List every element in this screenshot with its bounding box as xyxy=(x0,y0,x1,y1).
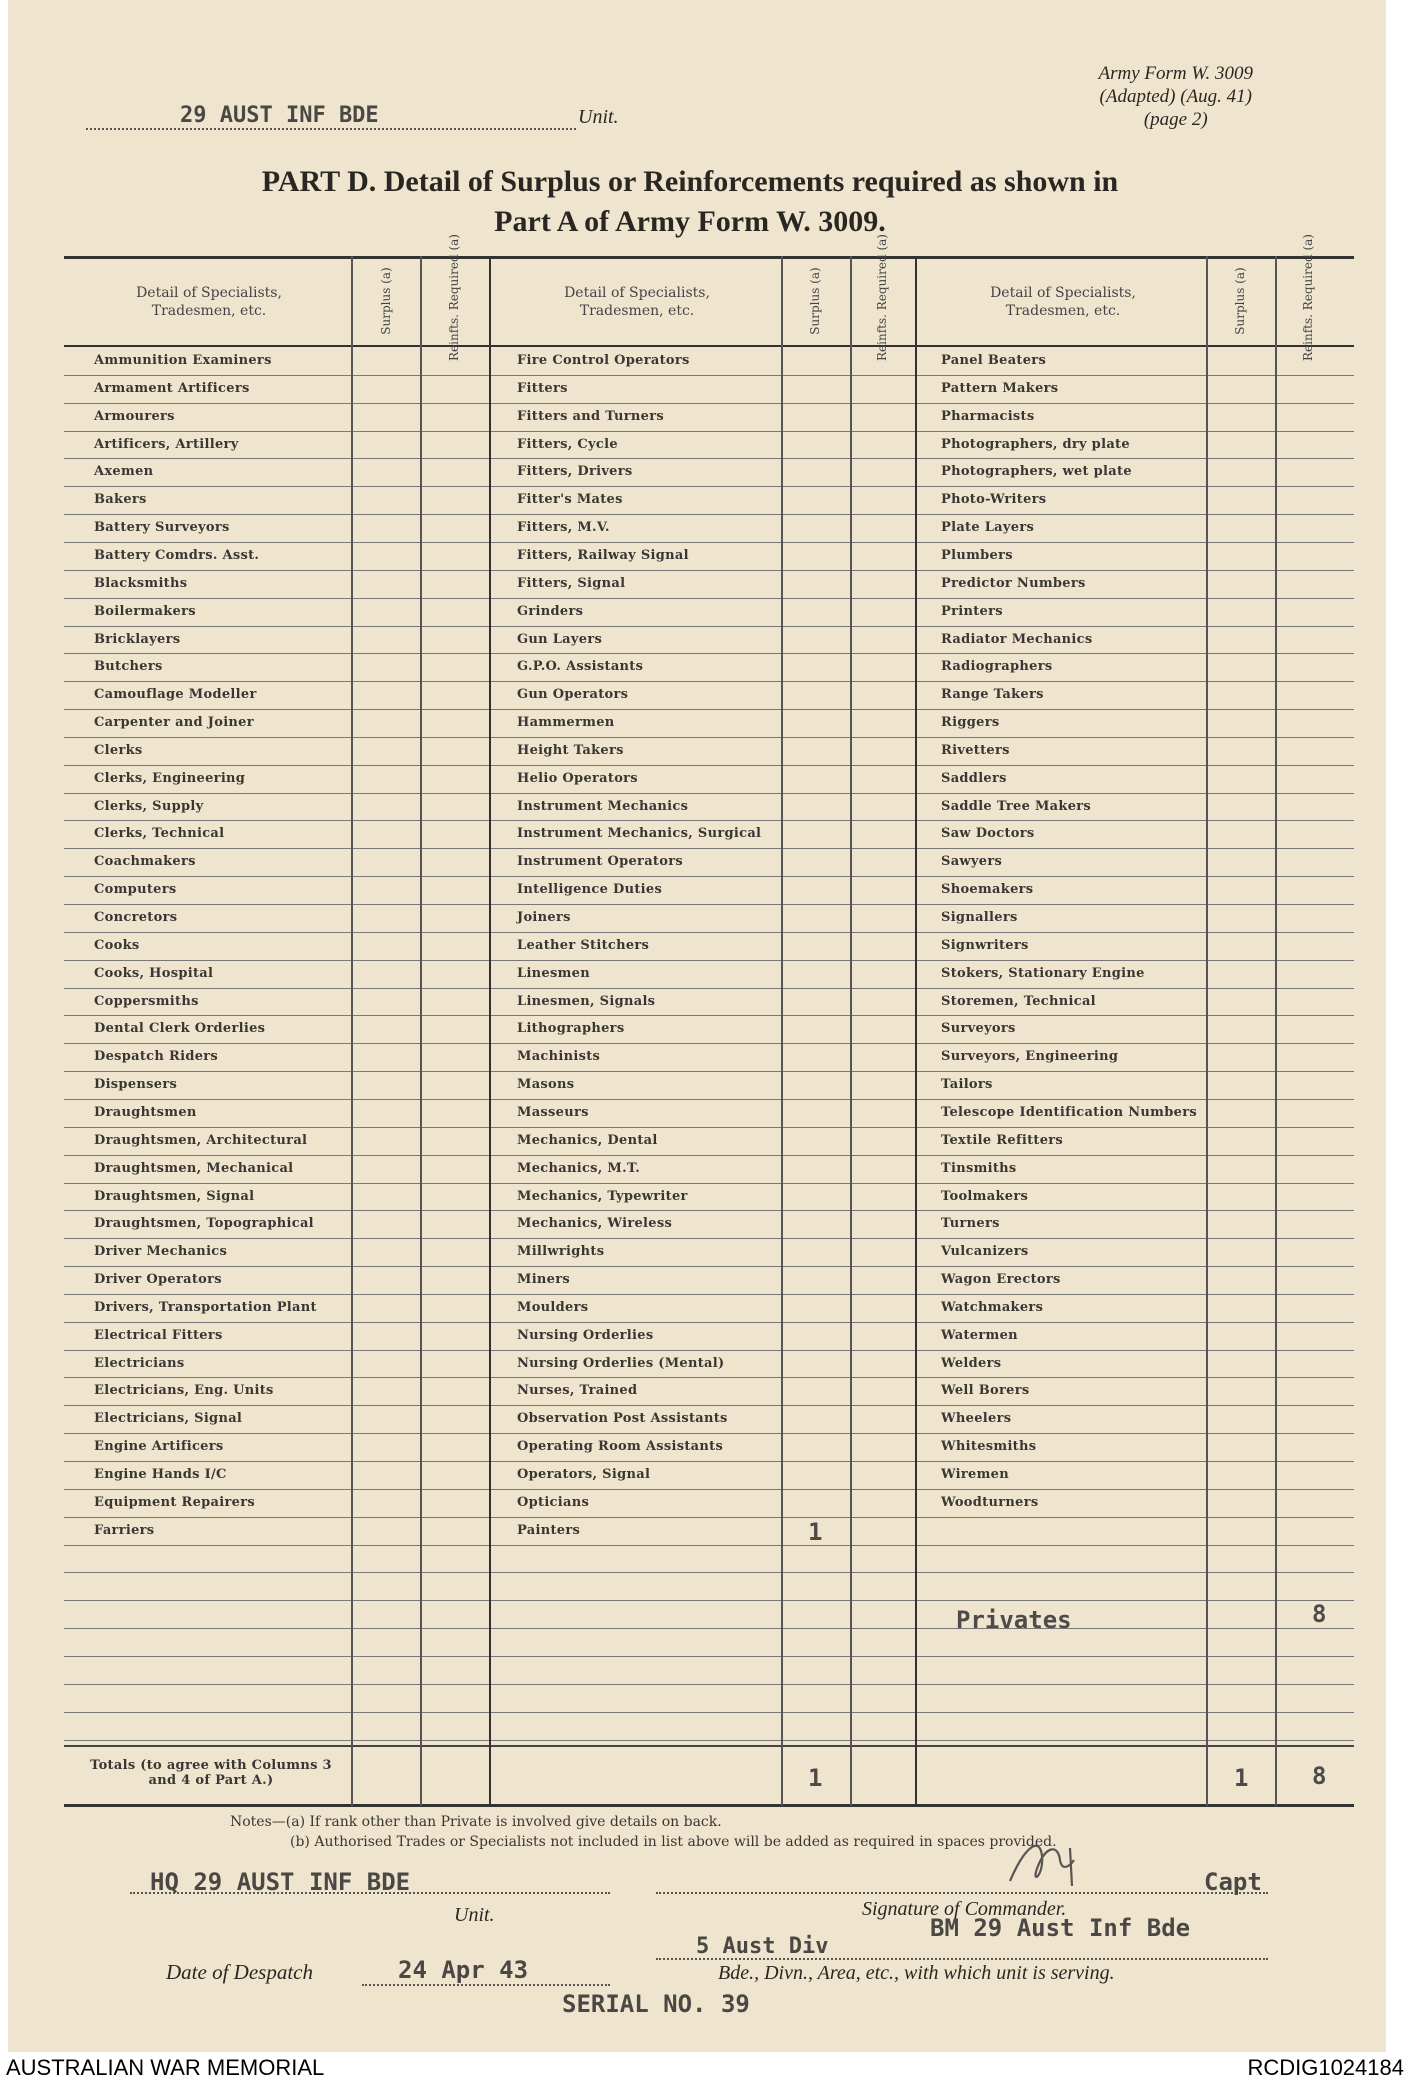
trade-col3-item: Tailors xyxy=(941,1077,993,1092)
row-rule xyxy=(64,598,1354,599)
row-rule xyxy=(64,514,1354,515)
trade-col3-item: Woodturners xyxy=(941,1495,1039,1510)
col2-header: Detail of Specialists, Tradesmen, etc. xyxy=(564,285,710,319)
trade-col1-item: Axemen xyxy=(94,464,154,479)
row-rule xyxy=(64,1517,1354,1518)
trade-col1-item: Draughtsmen, Signal xyxy=(94,1189,255,1204)
row-rule xyxy=(64,737,1354,738)
date-label: Date of Despatch xyxy=(166,1960,313,1984)
trade-col3-item: Wheelers xyxy=(941,1411,1012,1426)
trade-col3-item: Pharmacists xyxy=(941,409,1035,424)
header-bottom-rule xyxy=(64,345,1354,347)
trade-col3-item: Photographers, dry plate xyxy=(941,437,1130,452)
trade-col2-item: Painters xyxy=(517,1523,581,1538)
trade-col1-item: Clerks, Engineering xyxy=(94,771,246,786)
trade-col1-item: Boilermakers xyxy=(94,604,196,619)
signature-line xyxy=(656,1866,1268,1894)
specialists-table xyxy=(64,234,1354,1806)
part-title-line2: Part A of Army Form W. 3009. xyxy=(494,205,886,238)
part-title-line1: PART D. Detail of Surplus or Reinforcements required as shown in xyxy=(261,165,1119,198)
row-rule xyxy=(64,793,1354,794)
trade-col3-item: Photo-Writers xyxy=(941,492,1047,507)
row-rule xyxy=(64,1210,1354,1211)
col3-reinf-header: Reinfts. Required (a) xyxy=(1301,234,1315,361)
trade-col1-item: Despatch Riders xyxy=(94,1049,219,1064)
totals-col2-surplus: 1 xyxy=(808,1764,823,1792)
trade-col1-item: Dental Clerk Orderlies xyxy=(94,1021,266,1036)
row-rule xyxy=(64,1545,1354,1546)
col3-surplus-header: Surplus (a) xyxy=(1233,267,1247,335)
trade-col1-item: Electricians xyxy=(94,1356,185,1371)
row-rule xyxy=(64,458,1354,459)
trade-col2-item: Linesmen xyxy=(517,966,590,981)
trade-col1-item: Battery Comdrs. Asst. xyxy=(94,548,260,563)
trade-col2-item: Fitters, Railway Signal xyxy=(517,548,689,563)
trade-col3-item: Tinsmiths xyxy=(941,1161,1017,1176)
trade-col1-item: Coppersmiths xyxy=(94,994,199,1009)
trade-col1-item: Driver Mechanics xyxy=(94,1244,228,1259)
trade-col3-item: Turners xyxy=(941,1216,1000,1231)
table-bottom-rule xyxy=(64,1804,1354,1807)
row-rule xyxy=(64,1350,1354,1351)
privates-label: Privates xyxy=(956,1606,1072,1634)
trade-col2-item: Operators, Signal xyxy=(517,1467,651,1482)
trade-col3-item: Wagon Erectors xyxy=(941,1272,1061,1287)
trade-col3-item: Well Borers xyxy=(941,1383,1030,1398)
trade-col2-item: Fitters xyxy=(517,381,568,396)
trade-col2-item: Linesmen, Signals xyxy=(517,994,656,1009)
row-rule xyxy=(64,1461,1354,1462)
trade-col1-item: Draughtsmen xyxy=(94,1105,197,1120)
trade-col3-item: Telescope Identification Numbers xyxy=(941,1105,1197,1120)
trade-col3-item: Watchmakers xyxy=(941,1300,1044,1315)
commander-signature xyxy=(1000,1826,1096,1896)
trade-col3-item: Riggers xyxy=(941,715,1000,730)
row-rule xyxy=(64,960,1354,961)
bm-typed: BM 29 Aust Inf Bde xyxy=(930,1914,1191,1942)
row-rule xyxy=(64,1712,1354,1713)
totals-col3-reinf: 8 xyxy=(1312,1762,1327,1790)
row-rule xyxy=(64,932,1354,933)
col-divider xyxy=(781,256,783,1806)
row-rule xyxy=(64,1183,1354,1184)
row-rule xyxy=(64,1628,1354,1629)
row-rule xyxy=(64,1405,1354,1406)
col-divider xyxy=(915,256,917,1806)
trade-col1-item: Dispensers xyxy=(94,1077,178,1092)
trade-col3-item: Photographers, wet plate xyxy=(941,464,1132,479)
row-rule xyxy=(64,542,1354,543)
trade-col3-item: Radiator Mechanics xyxy=(941,632,1093,647)
trade-col1-item: Engine Artificers xyxy=(94,1439,224,1454)
trade-col1-item: Concretors xyxy=(94,910,178,925)
row-rule xyxy=(64,1071,1354,1072)
trade-col1-item: Computers xyxy=(94,882,177,897)
row-rule xyxy=(64,1572,1354,1573)
trade-col1-item: Coachmakers xyxy=(94,854,196,869)
trade-col1-item: Engine Hands I/C xyxy=(94,1467,227,1482)
trade-col3-item: Pattern Makers xyxy=(941,381,1059,396)
col1-reinf-header: Reinfts. Required (a) xyxy=(447,234,461,361)
col-divider xyxy=(489,256,491,1806)
trade-col3-item: Watermen xyxy=(941,1328,1018,1343)
trade-col3-item: Signwriters xyxy=(941,938,1029,953)
col2-surplus-header: Surplus (a) xyxy=(808,267,822,335)
trade-col1-item: Draughtsmen, Architectural xyxy=(94,1133,308,1148)
trade-col2-item: Joiners xyxy=(517,910,571,925)
trade-col2-item: Leather Stitchers xyxy=(517,938,650,953)
trade-col1-item: Armament Artificers xyxy=(94,381,250,396)
trade-col3-item: Storemen, Technical xyxy=(941,994,1096,1009)
col-divider xyxy=(420,256,422,1806)
row-rule xyxy=(64,1238,1354,1239)
row-rule xyxy=(64,820,1354,821)
row-rule xyxy=(64,626,1354,627)
trade-col3-item: Toolmakers xyxy=(941,1189,1029,1204)
trade-col2-item: Height Takers xyxy=(517,743,624,758)
row-rule xyxy=(64,653,1354,654)
trade-col2-item: Instrument Mechanics, Surgical xyxy=(517,826,762,841)
trade-col1-item: Drivers, Transportation Plant xyxy=(94,1300,317,1315)
col1-surplus-header: Surplus (a) xyxy=(379,267,393,335)
trade-col1-item: Artificers, Artillery xyxy=(94,437,239,452)
trade-col1-item: Draughtsmen, Mechanical xyxy=(94,1161,294,1176)
row-rule xyxy=(64,431,1354,432)
trade-col2-item: Masseurs xyxy=(517,1105,589,1120)
trade-col3-item: Plate Layers xyxy=(941,520,1035,535)
row-rule xyxy=(64,1433,1354,1434)
trade-col1-item: Cooks xyxy=(94,938,140,953)
trade-col3-item: Stokers, Stationary Engine xyxy=(941,966,1145,981)
trade-col1-item: Equipment Repairers xyxy=(94,1495,256,1510)
trade-col3-item: Radiographers xyxy=(941,659,1053,674)
trade-col2-item: Gun Operators xyxy=(517,687,629,702)
note-a: Notes—(a) If rank other than Private is involved give details on back. xyxy=(230,1814,722,1830)
trade-col1-item: Bricklayers xyxy=(94,632,181,647)
col-divider xyxy=(351,256,353,1806)
trade-col2-item: Fitters, M.V. xyxy=(517,520,610,535)
row-rule xyxy=(64,375,1354,376)
trade-col3-item: Signallers xyxy=(941,910,1018,925)
trade-col3-item: Textile Refitters xyxy=(941,1133,1064,1148)
row-rule xyxy=(64,1600,1354,1601)
trade-col1-item: Carpenter and Joiner xyxy=(94,715,254,730)
trade-col3-item: Surveyors, Engineering xyxy=(941,1049,1119,1064)
division-label: Bde., Divn., Area, etc., with which unit is serving. xyxy=(718,1962,1115,1984)
row-rule xyxy=(64,1377,1354,1378)
trade-col1-item: Ammunition Examiners xyxy=(94,353,272,368)
trade-col1-item: Draughtsmen, Topographical xyxy=(94,1216,314,1231)
trade-col2-item: Machinists xyxy=(517,1049,601,1064)
col-divider xyxy=(1275,256,1277,1806)
date-typed: 24 Apr 43 xyxy=(398,1956,529,1984)
trade-col2-item: Intelligence Duties xyxy=(517,882,663,897)
trade-col2-item: Grinders xyxy=(517,604,584,619)
row-rule xyxy=(64,1099,1354,1100)
trade-col3-item: Plumbers xyxy=(941,548,1013,563)
row-rule xyxy=(64,1322,1354,1323)
row-rule xyxy=(64,904,1354,905)
trade-col2-item: Nurses, Trained xyxy=(517,1383,638,1398)
row-rule xyxy=(64,1155,1354,1156)
trade-col2-item: Gun Layers xyxy=(517,632,603,647)
trade-col2-item: Hammermen xyxy=(517,715,615,730)
trade-col2-item: Millwrights xyxy=(517,1244,605,1259)
row-rule xyxy=(64,765,1354,766)
unit-header-label: Unit. xyxy=(578,106,619,128)
trade-col2-item: Masons xyxy=(517,1077,575,1092)
trade-col3-item: Whitesmiths xyxy=(941,1439,1037,1454)
note-b: (b) Authorised Trades or Specialists not included in list above will be added as required in spaces provided. xyxy=(290,1834,1057,1850)
row-rule xyxy=(64,1740,1354,1741)
row-rule xyxy=(64,1656,1354,1657)
totals-top-rule xyxy=(64,1745,1354,1747)
privates-reinf-mark: 8 xyxy=(1312,1600,1327,1628)
trade-col3-item: Saddle Tree Makers xyxy=(941,799,1092,814)
row-rule xyxy=(64,486,1354,487)
trade-col1-item: Blacksmiths xyxy=(94,576,188,591)
table-top-rule xyxy=(64,256,1354,259)
trade-col2-item: Operating Room Assistants xyxy=(517,1439,724,1454)
rank-typed: Capt xyxy=(1204,1868,1262,1896)
trade-col1-item: Clerks, Technical xyxy=(94,826,225,841)
trade-col2-item: Mechanics, Dental xyxy=(517,1133,658,1148)
trade-col2-item: Fitters, Drivers xyxy=(517,464,633,479)
trade-col2-item: Miners xyxy=(517,1272,571,1287)
trade-col1-item: Butchers xyxy=(94,659,163,674)
row-rule xyxy=(64,1684,1354,1685)
row-rule xyxy=(64,681,1354,682)
trade-col3-item: Predictor Numbers xyxy=(941,576,1086,591)
trade-col2-item: Fitters, Cycle xyxy=(517,437,618,452)
row-rule xyxy=(64,1043,1354,1044)
row-rule xyxy=(64,876,1354,877)
unit-label: Unit. xyxy=(454,1904,495,1926)
trade-col2-item: Mechanics, Wireless xyxy=(517,1216,673,1231)
painters-surplus-mark: 1 xyxy=(808,1518,823,1546)
trade-col2-item: Instrument Mechanics xyxy=(517,799,689,814)
signature-label: Signature of Commander. xyxy=(862,1898,1067,1920)
trade-col1-item: Cooks, Hospital xyxy=(94,966,214,981)
trade-col2-item: Moulders xyxy=(517,1300,589,1315)
trade-col2-item: Lithographers xyxy=(517,1021,625,1036)
form-reference xyxy=(1099,62,1253,131)
col-divider xyxy=(1206,256,1208,1806)
trade-col2-item: Mechanics, Typewriter xyxy=(517,1189,688,1204)
serial-number: SERIAL NO. 39 xyxy=(562,1990,750,2018)
trade-col1-item: Farriers xyxy=(94,1523,155,1538)
trade-col2-item: Nursing Orderlies (Mental) xyxy=(517,1356,725,1371)
trade-col1-item: Clerks xyxy=(94,743,143,758)
row-rule xyxy=(64,1127,1354,1128)
col3-header: Detail of Specialists, Tradesmen, etc. xyxy=(990,285,1136,319)
trade-col3-item: Vulcanizers xyxy=(941,1244,1029,1259)
form-ref-line2: (Adapted) (Aug. 41) xyxy=(1099,86,1252,107)
form-ref-line1: Army Form W. 3009 xyxy=(1098,63,1253,84)
trade-col1-item: Camouflage Modeller xyxy=(94,687,257,702)
trade-col1-item: Electricians, Signal xyxy=(94,1411,243,1426)
trade-col1-item: Clerks, Supply xyxy=(94,799,204,814)
col-divider xyxy=(850,256,852,1806)
trade-col2-item: Fitter's Mates xyxy=(517,492,623,507)
trade-col3-item: Panel Beaters xyxy=(941,353,1047,368)
trade-col1-item: Electrical Fitters xyxy=(94,1328,223,1343)
trade-col2-item: Fitters, Signal xyxy=(517,576,626,591)
totals-col3-surplus: 1 xyxy=(1234,1764,1249,1792)
trade-col1-item: Driver Operators xyxy=(94,1272,222,1287)
trade-col2-item: Mechanics, M.T. xyxy=(517,1161,641,1176)
trade-col2-item: Fire Control Operators xyxy=(517,353,690,368)
trade-col1-item: Armourers xyxy=(94,409,175,424)
trade-col3-item: Range Takers xyxy=(941,687,1044,702)
trade-col2-item: Observation Post Assistants xyxy=(517,1411,728,1426)
trade-col3-item: Saw Doctors xyxy=(941,826,1035,841)
row-rule xyxy=(64,1489,1354,1490)
trade-col2-item: Nursing Orderlies xyxy=(517,1328,654,1343)
row-rule xyxy=(64,403,1354,404)
row-rule xyxy=(64,988,1354,989)
trade-col3-item: Sawyers xyxy=(941,854,1003,869)
row-rule xyxy=(64,1015,1354,1016)
trade-col2-item: Opticians xyxy=(517,1495,590,1510)
form-ref-line3: (page 2) xyxy=(1143,109,1208,130)
row-rule xyxy=(64,1266,1354,1267)
unit-typed: HQ 29 AUST INF BDE xyxy=(150,1868,411,1896)
totals-label: Totals (to agree with Columns 3 and 4 of Part A.) xyxy=(90,1758,332,1788)
unit-header-typed: 29 AUST INF BDE xyxy=(180,103,379,128)
trade-col3-item: Rivetters xyxy=(941,743,1010,758)
row-rule xyxy=(64,1294,1354,1295)
row-rule xyxy=(64,848,1354,849)
row-rule xyxy=(64,570,1354,571)
row-rule xyxy=(64,709,1354,710)
trade-col3-item: Surveyors xyxy=(941,1021,1016,1036)
col1-header: Detail of Specialists, Tradesmen, etc. xyxy=(136,285,282,319)
footer-left: AUSTRALIAN WAR MEMORIAL xyxy=(6,2055,325,2080)
trade-col3-item: Shoemakers xyxy=(941,882,1034,897)
division-typed: 5 Aust Div xyxy=(696,1934,829,1959)
trade-col1-item: Battery Surveyors xyxy=(94,520,230,535)
trade-col2-item: Helio Operators xyxy=(517,771,638,786)
footer-right: RCDIG1024184 xyxy=(1247,2055,1404,2080)
trade-col1-item: Bakers xyxy=(94,492,147,507)
trade-col3-item: Printers xyxy=(941,604,1003,619)
trade-col2-item: G.P.O. Assistants xyxy=(517,659,644,674)
trade-col3-item: Saddlers xyxy=(941,771,1007,786)
trade-col3-item: Wiremen xyxy=(941,1467,1010,1482)
trade-col2-item: Fitters and Turners xyxy=(517,409,665,424)
trade-col1-item: Electricians, Eng. Units xyxy=(94,1383,274,1398)
trade-col3-item: Welders xyxy=(941,1356,1002,1371)
col2-reinf-header: Reinfts. Required (a) xyxy=(875,234,889,361)
trade-col2-item: Instrument Operators xyxy=(517,854,683,869)
